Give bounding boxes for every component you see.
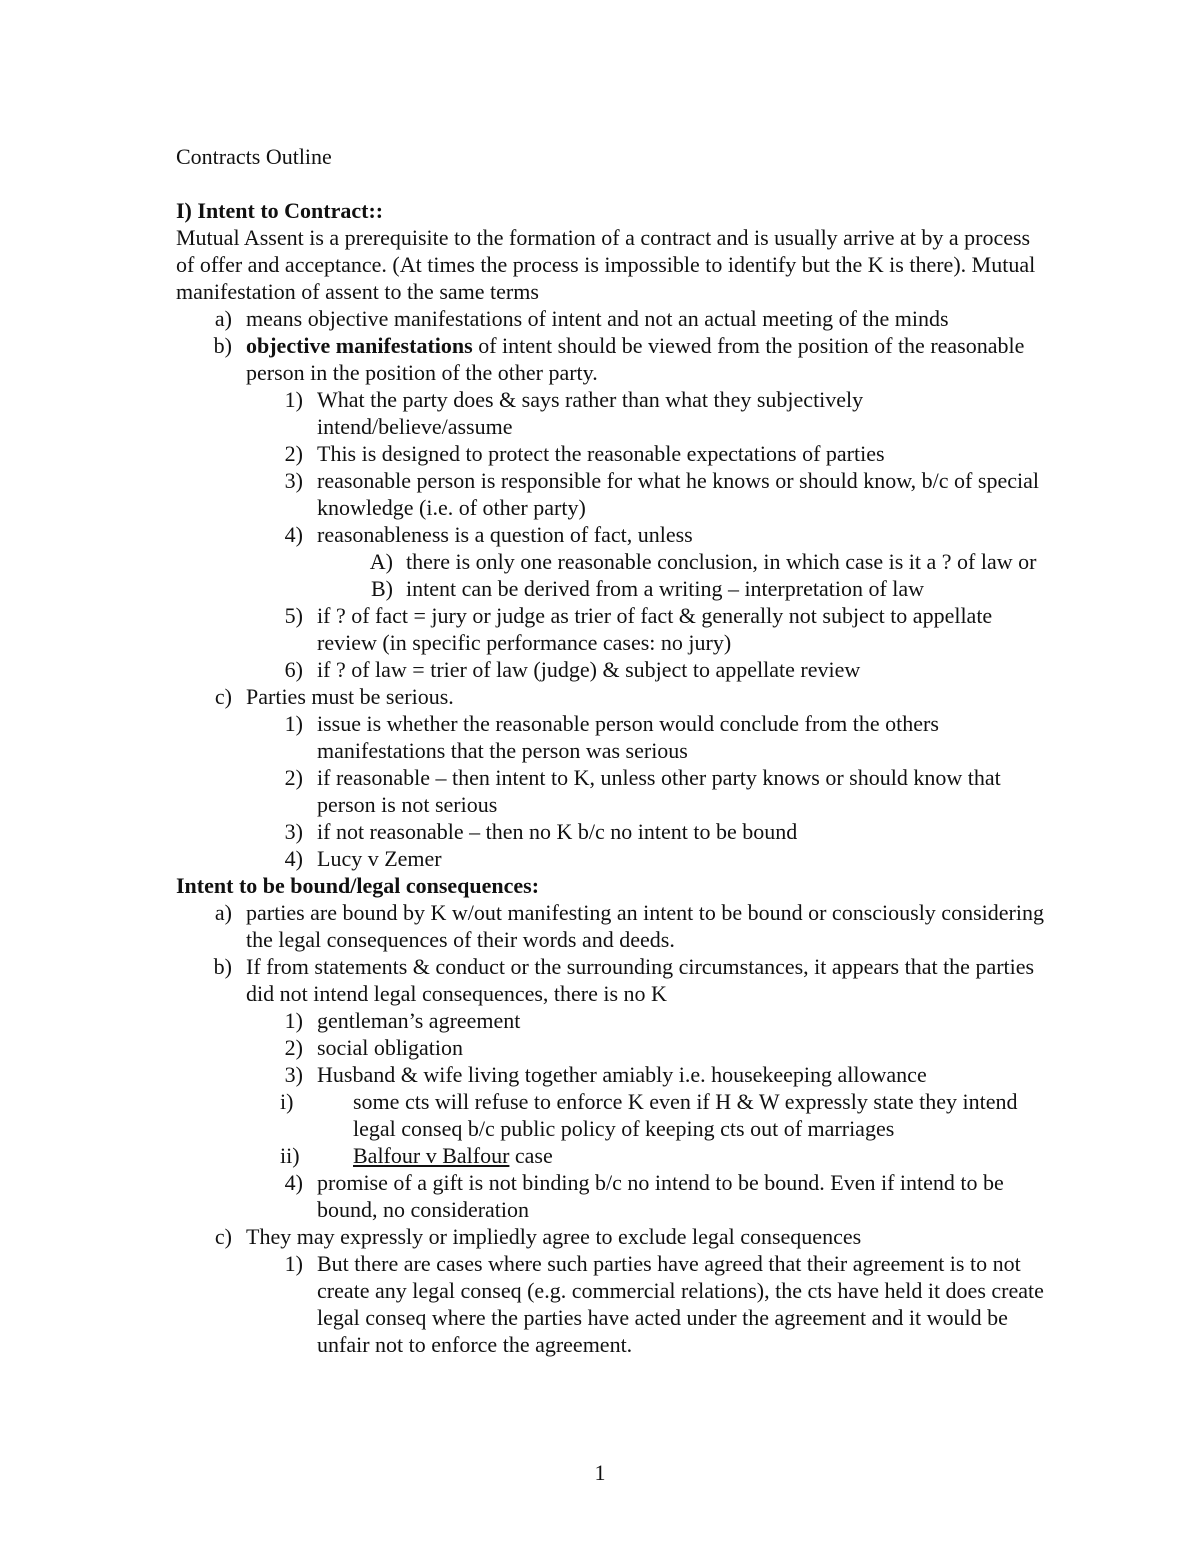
list-text: reasonable person is responsible for what he knows or should know, b/c of special knowledge (i.e. of other party) (317, 468, 1039, 520)
list-item-2b-3 (176, 1061, 1046, 1088)
list-label: 2) (284, 1035, 303, 1060)
list-label: 3) (284, 819, 303, 844)
case-name: Balfour v Balfour (353, 1143, 510, 1168)
page-number: 1 (594, 1460, 606, 1485)
list-text: This is designed to protect the reasonable expectations of parties (317, 441, 885, 466)
list-label: i) (280, 1089, 294, 1114)
list-text: Parties must be serious. (246, 684, 454, 709)
list-item-1b-3 (176, 467, 1046, 521)
list-label: c) (214, 1224, 232, 1249)
list-item-2b-4 (176, 1169, 1046, 1223)
list-item-1c-2 (176, 764, 1046, 818)
list-item-2b-2 (176, 1034, 1046, 1061)
list-text: issue is whether the reasonable person would conclude from the others manifestations that the person was serious (317, 711, 939, 763)
list-item-1b (176, 332, 1046, 386)
list-label: 3) (284, 1062, 303, 1087)
list-text: promise of a gift is not binding b/c no intend to be bound. Even if intend to be bound, no consideration (317, 1170, 1004, 1222)
list-label: b) (213, 954, 232, 979)
list-label: 3) (284, 468, 303, 493)
list-text: parties are bound by K w/out manifesting an intent to be bound or consciously considering the legal consequences of their words and deeds. (246, 900, 1044, 952)
list-text: Husband & wife living together amiably i.e. housekeeping allowance (317, 1062, 927, 1087)
list-label: 4) (284, 522, 303, 547)
list-label: 5) (284, 603, 303, 628)
list-text: some cts will refuse to enforce K even if H & W expressly state they intend legal conseq b/c public policy of keeping cts out of marriages (353, 1089, 1018, 1141)
list-item-2c (176, 1223, 1046, 1250)
list-label: 2) (284, 765, 303, 790)
list-text: They may expressly or impliedly agree to exclude legal consequences (246, 1224, 862, 1249)
section-heading-intent-to-contract: I) Intent to Contract:: (176, 198, 384, 223)
list-text: reasonableness is a question of fact, unless (317, 522, 693, 547)
list-item-1c-1 (176, 710, 1046, 764)
list-item-1c-3 (176, 818, 1046, 845)
list-label: 4) (284, 846, 303, 871)
list-text: of intent should be viewed from the position of the reasonable person in the position of the other party. (246, 333, 1025, 385)
list-item-2b-3-i (176, 1088, 1046, 1142)
list-item-1c (176, 683, 1046, 710)
list-item-2b (176, 953, 1046, 1007)
bold-term: objective manifestations (246, 333, 473, 358)
list-item-1b-4A (176, 548, 1046, 575)
document-title: Contracts Outline (176, 144, 332, 169)
list-label: a) (214, 306, 232, 331)
list-label: ii) (280, 1143, 300, 1168)
list-text: if ? of law = trier of law (judge) & subject to appellate review (317, 657, 861, 682)
list-label: B) (371, 576, 393, 601)
section-heading-intent-to-be-bound: Intent to be bound/legal consequences: (176, 873, 540, 898)
list-label: 1) (284, 1251, 303, 1276)
list-text: If from statements & conduct or the surrounding circumstances, it appears that the parties did not intend legal consequences, there is no K (246, 954, 1035, 1006)
list-text: if not reasonable – then no K b/c no intent to be bound (317, 819, 798, 844)
list-text: case (509, 1143, 553, 1168)
list-label: 2) (284, 441, 303, 466)
intro-paragraph: Mutual Assent is a prerequisite to the formation of a contract and is usually arrive at by a process of offer and acceptance. (At times the process is impossible to identify but the K is there). Mutual manifestation of assent to the same terms (176, 225, 1036, 304)
list-label: 1) (284, 711, 303, 736)
list-label: b) (213, 333, 232, 358)
list-label: A) (369, 549, 393, 574)
list-text: if ? of fact = jury or judge as trier of fact & generally not subject to appellate review (in specific performance cases: no jury) (317, 603, 993, 655)
list-text: social obligation (317, 1035, 464, 1060)
list-item-1b-1 (176, 386, 1046, 440)
list-text: gentleman’s agreement (317, 1008, 521, 1033)
list-text: means objective manifestations of intent and not an actual meeting of the minds (246, 306, 949, 331)
list-text: there is only one reasonable conclusion, in which case is it a ? of law or (406, 549, 1037, 574)
list-item-2b-1 (176, 1007, 1046, 1034)
list-item-1b-4B (176, 575, 1046, 602)
list-item-1b-4 (176, 521, 1046, 548)
list-label: 1) (284, 1008, 303, 1033)
list-item-1b-2 (176, 440, 1046, 467)
list-item-2b-3-ii (176, 1142, 1046, 1169)
list-label: c) (214, 684, 232, 709)
list-text: if reasonable – then intent to K, unless other party knows or should know that person is not serious (317, 765, 1001, 817)
list-text: What the party does & says rather than what they subjectively intend/believe/assume (317, 387, 864, 439)
list-item-2c-1 (176, 1250, 1046, 1358)
list-item-1c-4 (176, 845, 1046, 872)
list-label: 1) (284, 387, 303, 412)
list-item-2a (176, 899, 1046, 953)
list-text: Lucy v Zemer (317, 846, 442, 871)
outline-body (176, 197, 1046, 1358)
list-item-1a (176, 305, 1046, 332)
list-label: 4) (284, 1170, 303, 1195)
list-item-1b-5 (176, 602, 1046, 656)
list-text: intent can be derived from a writing – interpretation of law (406, 576, 925, 601)
list-label: 6) (284, 657, 303, 682)
list-text: But there are cases where such parties have agreed that their agreement is to not create any legal conseq (e.g. commercial relations), the cts have held it does create legal conseq where the parties have acted under the agreement and it would be unfair not to enforce the agreement. (317, 1251, 1044, 1357)
list-label: a) (214, 900, 232, 925)
list-item-1b-6 (176, 656, 1046, 683)
